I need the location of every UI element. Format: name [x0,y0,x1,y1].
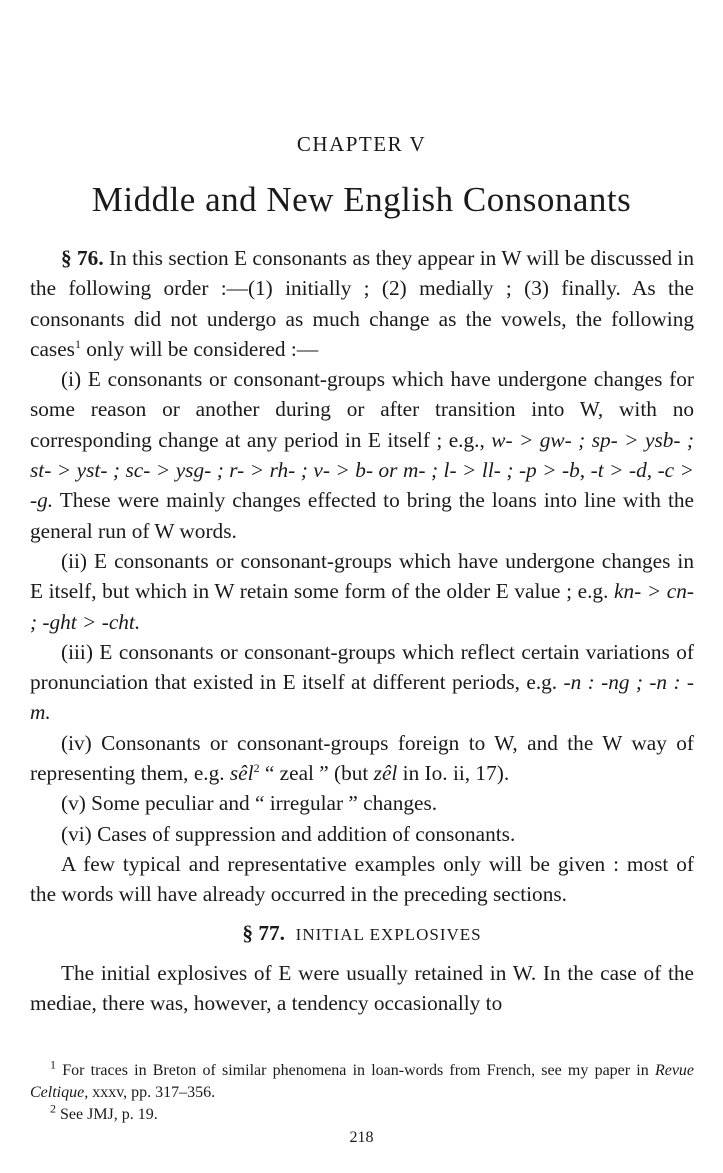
section-number: § 77. [242,920,285,945]
paragraph-text: “ zeal ” (but [259,761,374,786]
chapter-label: CHAPTER V [296,132,427,156]
footnote-text: xxxv, pp. 317–356. [88,1084,216,1101]
chapter-title: Middle and New English Consonants [91,180,632,219]
paragraph-text: (ii) E consonants or consonant-groups which have undergone changes in E itself, but which in W retain some form of the older E value ; e.g. [30,548,694,604]
italic-examples: kn- > cn- ; -ght > -cht. [30,579,694,634]
paragraph-summary: A few typical and representative examples only will be given : most of the words will have already occurred in the preceding sections. [30,851,694,907]
paragraph-76 [30,243,694,364]
footnote-2 [30,1101,694,1126]
footnote-ref: 2 [253,760,260,775]
section-title: INITIAL EXPLOSIVES [295,924,482,944]
footnote-text: For traces in Breton of similar phenomena in loan-words from French, see my paper in [62,1062,655,1079]
footnote-number: 2 [50,1101,56,1116]
paragraph-text: in Io. ii, 17). [397,761,510,786]
paragraph-i [30,364,694,546]
footnote-1 [30,1057,695,1104]
italic-examples: w- > gw- ; sp- > ysb- ; st- > yst- ; sc- > ysg- ; r- > rh- ; v- > b- or m- ; l- > ll- ; -p > -b, -t > -d, -c > -g. [30,427,694,513]
paragraph-iii [30,637,694,728]
footnotes [30,1057,695,1126]
paragraph-text: (i) E consonants or consonant-groups which have undergone changes for some reason or another during or after transition into W, with no corresponding change at any period in E itself ; e.g., [30,367,694,452]
journal-title: Revue Celtique, [30,1062,695,1101]
italic-word: sêl [229,761,254,786]
body-text [30,243,694,1018]
section-number: § 76. [61,246,104,270]
paragraph-text: (iv) Consonants or consonant-groups foreign to W, and the W way of representing them, e.g. [30,730,694,786]
paragraph-text: These were mainly changes effected to bring the loans into line with the general run of W words. [30,488,694,543]
paragraph-vi: (vi) Cases of suppression and addition of consonants. [61,821,516,846]
paragraph-ii [30,546,694,637]
paragraph-text: only will be considered :— [80,336,319,361]
footnote-number: 1 [50,1057,56,1072]
page-number: 218 [349,1129,374,1146]
footnote-text: See JMJ, p. 19. [60,1106,158,1123]
italic-word: zêl [373,761,398,786]
paragraph-text: In this section E consonants as they appear in W will be discussed in the following order :—(1) initially ; (2) medially ; (3) finally. As the consonants did not undergo as much change as the vowels, the following cases [30,246,694,361]
paragraph-iv [30,728,694,789]
paragraph-text: (iii) E consonants or consonant-groups which reflect certain variations of pronunciation that existed in E itself at different periods, e.g. [30,639,694,695]
paragraph-v: (v) Some peculiar and “ irregular ” changes. [61,791,438,816]
italic-examples: -n : -ng ; -n : -m. [30,670,694,725]
section-heading [30,918,694,950]
paragraph-77: The initial explosives of E were usually retained in W. In the case of the mediae, there was, however, a tendency occasionally to [30,960,694,1016]
footnote-ref: 1 [74,336,81,351]
